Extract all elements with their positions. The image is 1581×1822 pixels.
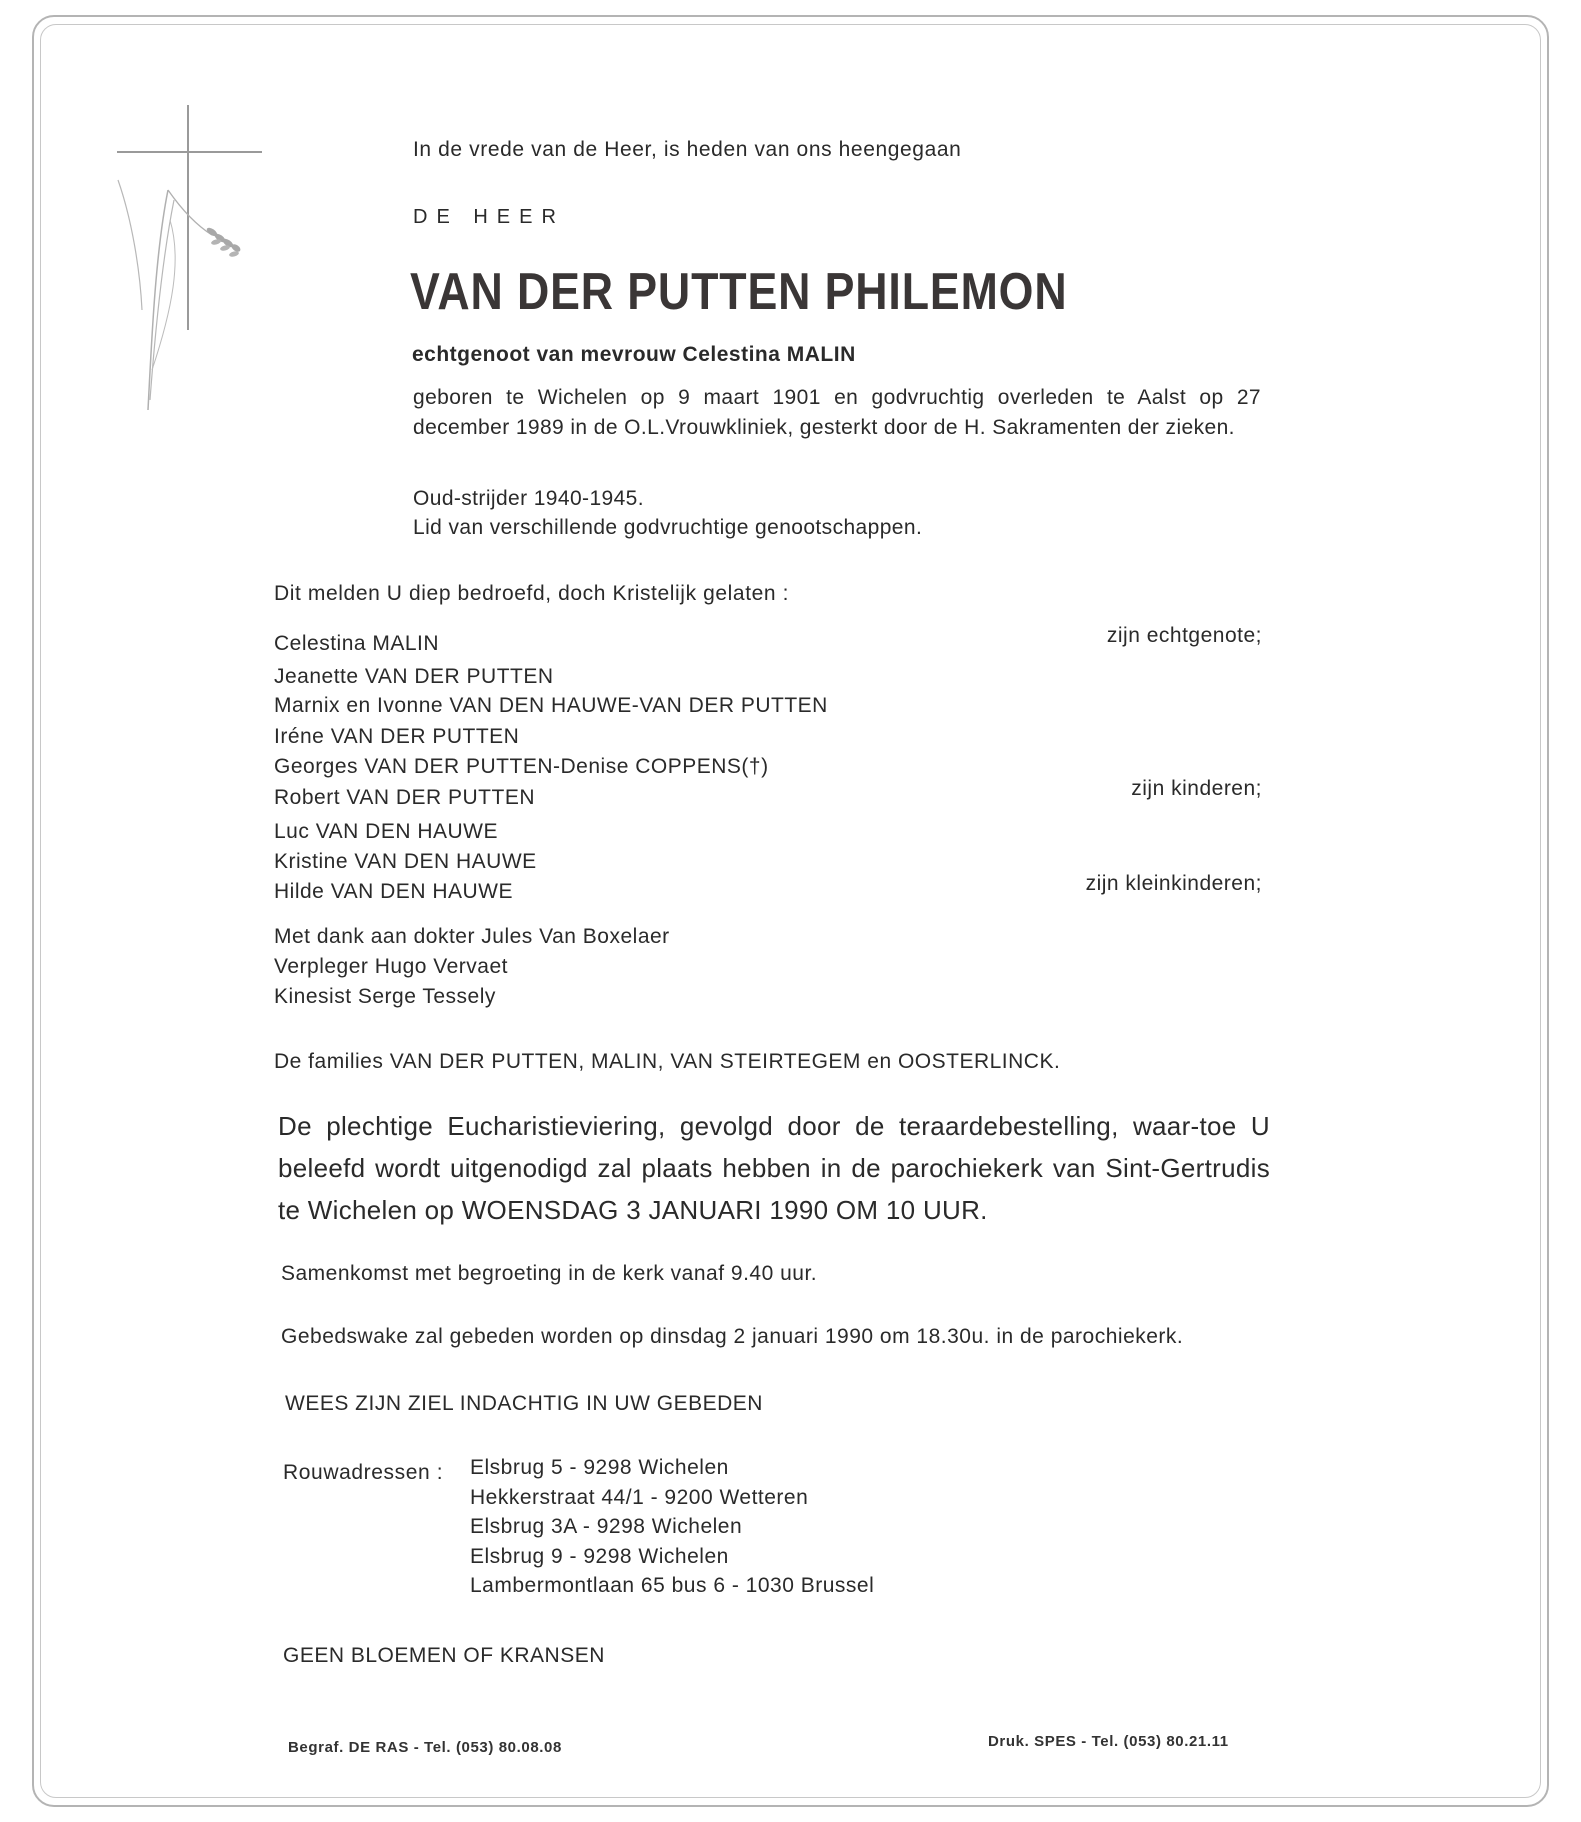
relation-spouse: zijn echtgenote; [1106, 624, 1262, 647]
announcement-line: Dit melden U diep bedroefd, doch Kristelijk gelaten : [274, 582, 790, 605]
address-label: Rouwadressen : [283, 1461, 444, 1484]
cross-with-wheat-icon [112, 100, 272, 420]
honorific-title: DE HEER [413, 206, 565, 228]
families-line: De families VAN DER PUTTEN, MALIN, VAN STEIRTEGEM en OOSTERLINCK. [274, 1050, 1061, 1073]
relation-children: zijn kinderen; [1131, 777, 1262, 800]
veteran-line: Oud-strijder 1940-1945. [413, 487, 644, 510]
footer-printer: Druk. SPES - Tel. (053) 80.21.11 [988, 1733, 1229, 1750]
address-line: Hekkerstraat 44/1 - 9200 Wetteren [470, 1486, 809, 1509]
thanks-line: Met dank aan dokter Jules Van Boxelaer [274, 925, 670, 948]
family-member: Kristine VAN DEN HAUWE [274, 850, 537, 873]
family-member: Luc VAN DEN HAUWE [274, 820, 498, 843]
deceased-name: VAN DER PUTTEN PHILEMON [410, 263, 1068, 321]
address-line: Elsbrug 5 - 9298 Wichelen [470, 1456, 729, 1479]
address-line: Elsbrug 9 - 9298 Wichelen [470, 1545, 729, 1568]
intro-text: In de vrede van de Heer, is heden van ons heengegaan [413, 138, 962, 161]
family-member: Georges VAN DER PUTTEN-Denise COPPENS(†) [274, 755, 769, 778]
gathering-line: Samenkomst met begroeting in de kerk vanaf 9.40 uur. [281, 1262, 818, 1285]
relation-grandchildren: zijn kleinkinderen; [1085, 872, 1262, 895]
membership-line: Lid van verschillende godvruchtige genootschappen. [413, 516, 923, 539]
address-line: Elsbrug 3A - 9298 Wichelen [470, 1515, 743, 1538]
biography-text: geboren te Wichelen op 9 maart 1901 en godvruchtig overleden te Aalst op 27 december 1989 in de O.L.Vrouwkliniek, gesterkt door de H. Sakramenten der zieken. [413, 386, 1261, 439]
thanks-line: Verpleger Hugo Vervaet [274, 955, 508, 978]
family-member: Robert VAN DER PUTTEN [274, 786, 535, 809]
family-member: Iréne VAN DER PUTTEN [274, 725, 520, 748]
family-member: Marnix en Ivonne VAN DEN HAUWE-VAN DER PUTTEN [274, 694, 828, 717]
thanks-line: Kinesist Serge Tessely [274, 985, 496, 1008]
no-flowers-line: GEEN BLOEMEN OF KRANSEN [283, 1644, 605, 1667]
family-member: Celestina MALIN [274, 632, 440, 655]
remember-line: WEES ZIJN ZIEL INDACHTIG IN UW GEBEDEN [285, 1392, 763, 1415]
footer-undertaker: Begraf. DE RAS - Tel. (053) 80.08.08 [288, 1739, 562, 1756]
spouse-line: echtgenoot van mevrouw Celestina MALIN [412, 343, 856, 366]
family-member: Jeanette VAN DER PUTTEN [274, 665, 554, 688]
ceremony-text: De plechtige Eucharistieviering, gevolgd door de teraardebestelling, waar-toe U beleefd wordt uitgenodigd zal plaats hebben in de parochiekerk van Sint-Gertrudis te Wichelen op WOENSDAG 3 JANUARI 1990 OM 10 UUR. [278, 1111, 1270, 1225]
vigil-line: Gebedswake zal gebeden worden op dinsdag 2 januari 1990 om 18.30u. in de parochiekerk. [281, 1325, 1184, 1348]
family-member: Hilde VAN DEN HAUWE [274, 880, 513, 903]
address-line: Lambermontlaan 65 bus 6 - 1030 Brussel [470, 1574, 875, 1597]
